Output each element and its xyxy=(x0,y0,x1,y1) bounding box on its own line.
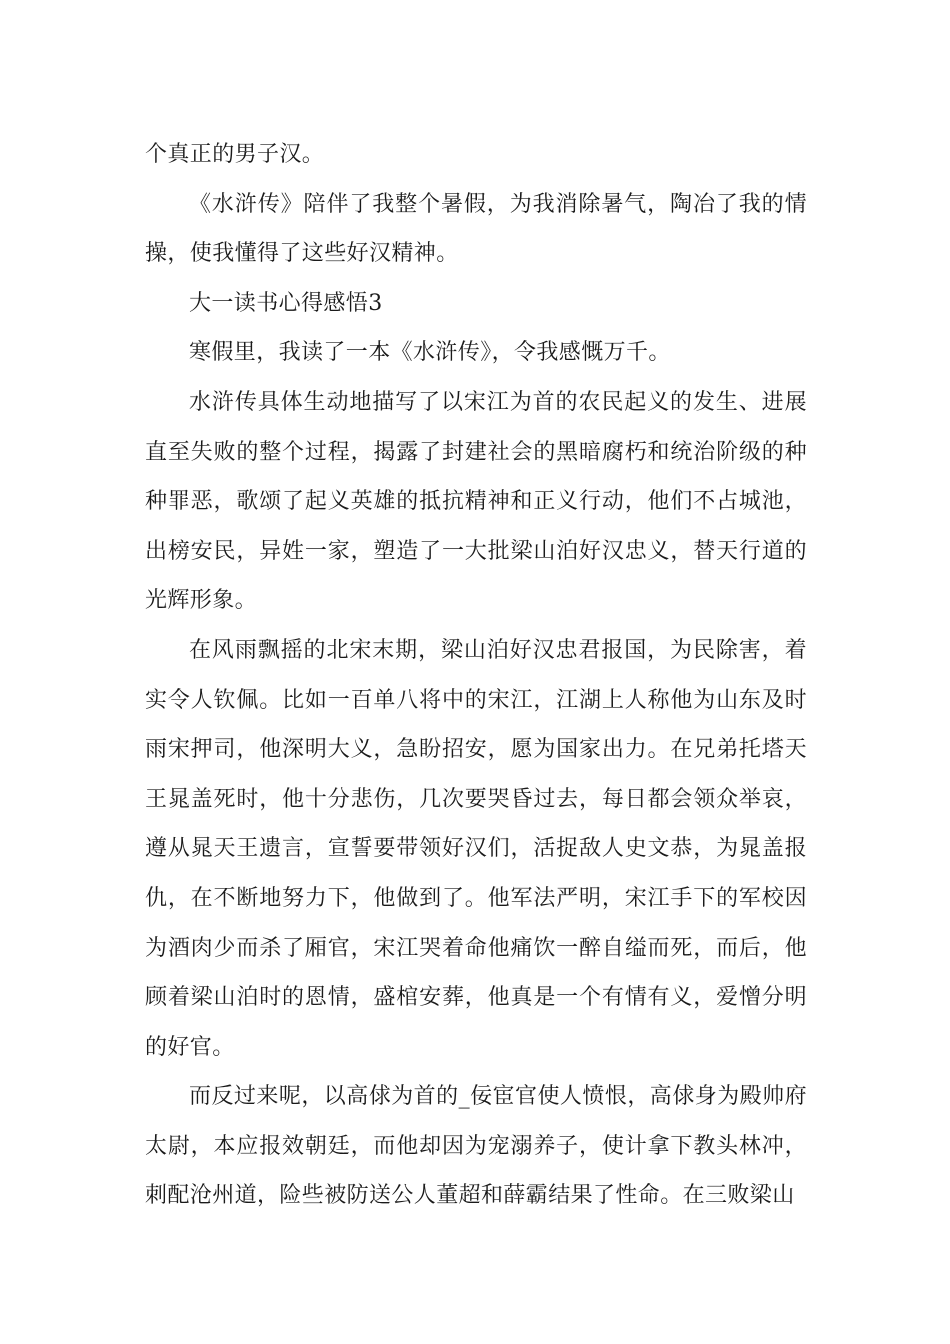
section-heading: 大一读书心得感悟3 xyxy=(189,290,383,316)
paragraph-3: 寒假里，我读了一本《水浒传》，令我感慨万千。 xyxy=(189,340,671,366)
paragraph-6: 而反过来呢，以高俅为首的_佞宦官使人愤恨，高俅身为殿帅府太尉，本应报效朝廷，而他却因为宠溺养子，使计拿下教头林冲，刺配沧州道，险些被防送公人董超和薛霸结果了性命。在三败梁山 xyxy=(145,1084,807,1209)
document-body xyxy=(145,130,807,1221)
paragraph-1: 个真正的男子汉。 xyxy=(145,142,325,167)
paragraph-5: 在风雨飘摇的北宋末期，梁山泊好汉忠君报国，为民除害，着实令人钦佩。比如一百单八将中的宋江，江湖上人称他为山东及时雨宋押司，他深明大义，急盼招安，愿为国家出力。在兄弟托塔天王晁盖死时，他十分悲伤，几次要哭昏过去，每日都会领众举哀，遵从晁天王遗言，宣誓要带领好汉们，活捉敌人史文恭，为晁盖报仇，在不断地努力下，他做到了。他军法严明，宋江手下的军校因为酒肉少而杀了厢官，宋江哭着命他痛饮一醉自缢而死，而后，他顾着梁山泊时的恩情，盛棺安葬，他真是一个有情有义，爱憎分明的好官。 xyxy=(145,637,807,1060)
paragraph-2: 《水浒传》陪伴了我整个暑假，为我消除暑气，陶冶了我的情操，使我懂得了这些好汉精神。 xyxy=(145,191,807,267)
paragraph-4: 水浒传具体生动地描写了以宋江为首的农民起义的发生、进展直至失败的整个过程，揭露了封建社会的黑暗腐朽和统治阶级的种种罪恶，歌颂了起义英雄的抵抗精神和正义行动，他们不占城池，出榜安民，异姓一家，塑造了一大批梁山泊好汉忠义，替天行道的光辉形象。 xyxy=(145,389,807,614)
